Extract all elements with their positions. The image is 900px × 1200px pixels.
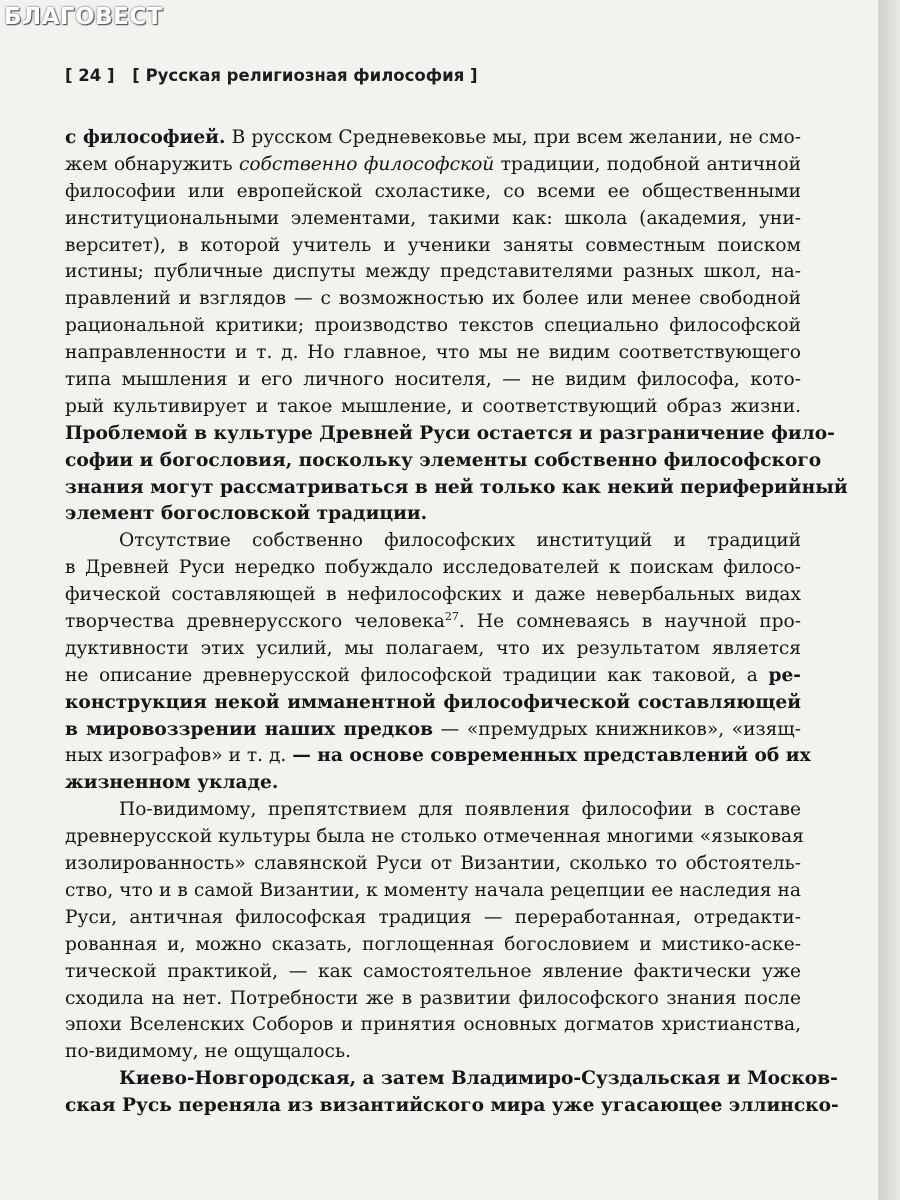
body-text — [65, 125, 848, 1120]
text-line: Руси, античная философская традиция — переработанная, отредакти- — [65, 906, 801, 928]
text-line: правлений и взглядов — с возможностью их более или менее свободной — [65, 288, 801, 310]
text-line: не описание древнерусской философской традиции как таковой, а ре- — [65, 664, 801, 686]
page-edge — [878, 0, 900, 1200]
text-line-bold: жизненном укладе. — [65, 772, 279, 794]
text-line-bold: знания могут рассматриваться в ней только как некий периферийный — [65, 476, 848, 498]
text-line: фической составляющей в нефилософских и даже невербальных видах — [65, 584, 801, 606]
text-line: творчества древнерусского человека$^{27}$. Не сомневаясь в научной про- — [65, 610, 801, 633]
section-title: [ Русская религиозная философия ] — [132, 66, 478, 85]
text-line-bold: элемент богословской традиции. — [65, 503, 428, 525]
text-line: Отсутствие собственно философских институций и традиций — [119, 530, 801, 552]
text-line: верситет), в которой учитель и ученики заняты совместным поиском — [65, 234, 801, 256]
text-line: изолированность» славянской Руси от Византии, сколько то обстоятель- — [65, 853, 801, 875]
text-line-bold: софии и богословия, поскольку элементы собственно философского — [65, 449, 822, 471]
text-line: ных изографов» и т. д. — на основе современных представлений об их — [65, 745, 811, 767]
text-line-bold: конструкция некой имманентной философической составляющей — [65, 691, 801, 713]
text-line: типа мышления и его личного носителя, — не видим философа, кото- — [65, 369, 801, 391]
text-line: в Древней Руси нередко побуждало исследователей к поискам филосо- — [65, 557, 801, 579]
text-line: сходила на нет. Потребности же в развитии философского знания после — [65, 987, 801, 1009]
text-line: рый культивирует и такое мышление, и соответствующий образ жизни. — [65, 395, 801, 417]
text-line: институциональными элементами, такими как: школа (академия, уни- — [65, 207, 801, 229]
text-line: истины; публичные диспуты между представителями разных школ, на- — [65, 261, 801, 283]
watermark-logo: БЛАГОВЕСТ — [4, 4, 163, 30]
text-line-bold: ская Русь переняла из византийского мира уже угасающее эллинско- — [65, 1095, 839, 1117]
text-line: По-видимому, препятствием для появления философии в составе — [119, 799, 801, 821]
text-line: дуктивности этих усилий, мы полагаем, что их результатом является — [65, 637, 801, 659]
text-line-bold: Проблемой в культуре Древней Руси остается и разграничение фило- — [65, 422, 835, 444]
text-line: направленности и т. д. Но главное, что мы не видим соответствующего — [65, 342, 801, 364]
text-line: по-видимому, не ощущалось. — [65, 1041, 352, 1063]
running-head — [65, 66, 478, 85]
text-line-bold: Киево-Новгородская, а затем Владимиро-Суздальская и Москов- — [119, 1068, 838, 1090]
footnote-ref: 27 — [444, 610, 459, 624]
text-line: с философией. В русском Средневековье мы, при всем желании, не смо- — [65, 127, 801, 148]
page-number: [ 24 ] — [65, 66, 115, 85]
text-line: в мировоззрении наших предков — «премудрых книжников», «изящ- — [65, 718, 801, 740]
text-line: древнерусской культуры была не столько отмеченная многими «языковая — [65, 826, 804, 848]
text-line: тической практикой, — как самостоятельное явление фактически уже — [65, 960, 801, 982]
text-line: рациональной критики; производство текстов специально философской — [65, 315, 801, 337]
text-line: рованная и, можно сказать, поглощенная богословием и мистико-аске- — [65, 933, 801, 955]
text-line: философии или европейской схоластике, со всеми ее общественными — [65, 180, 801, 202]
text-line: эпохи Вселенских Соборов и принятия основных догматов христианства, — [65, 1014, 801, 1036]
text-line: ство, что и в самой Византии, к моменту начала рецепции ее наследия на — [65, 879, 801, 901]
text-line: жем обнаружить собственно философской традиции, подобной античной — [65, 153, 801, 175]
